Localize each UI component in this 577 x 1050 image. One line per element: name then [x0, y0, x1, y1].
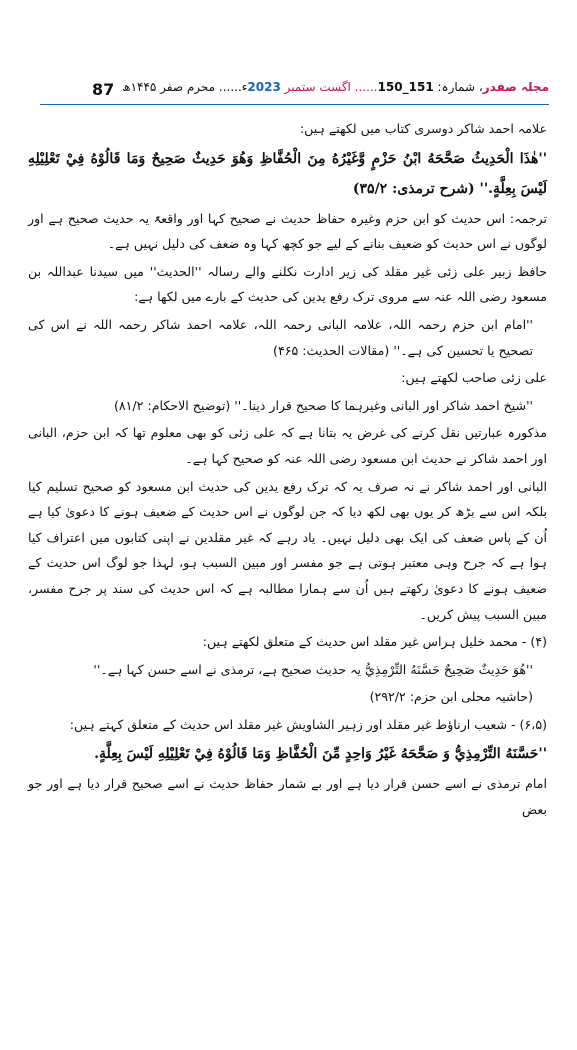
- paragraph: (۴) - محمد خلیل ہراس غیر مقلد اس حدیث کے متعلق لکھتے ہیں:: [202, 634, 547, 650]
- header-rule: [40, 104, 549, 105]
- citation: (حاشیہ محلی ابن حزم: ۲۹۲/۲): [369, 689, 533, 705]
- quote: ''شیخ احمد شاکر اور البانی وغیرہما کا صحیح قرار دینا۔'' (توضیح الاحکام: ۸۱/۲): [113, 397, 533, 413]
- paragraph: (۶،۵) - شعیب ارناؤط غیر مقلد اور زہیر الشاویش غیر مقلد اس حدیث کے متعلق کہتے ہیں:: [69, 716, 547, 732]
- hijri-date: ء...... محرم صفر ۱۴۴۵ھ: [122, 80, 248, 94]
- arabic-quote: ''هُوَ حَدِيثٌ صَحِيحٌ حَسَّنَهُ التِّرْمِذِيُّ یہ حدیث صحیح ہے، ترمذی نے اسے حسن کہا ہے۔'': [93, 661, 533, 677]
- paragraph: حافظ زبیر علی زئی غیر مقلد کی زیر ادارت نکلنے والے رسالہ ''الحدیث'' میں سیدنا عبداللہ بن مسعود رضی اللہ عنہ سے مروی ترک رفع یدین کی حدیث کے بارے میں لکھا ہے:: [28, 263, 547, 305]
- quote: ''امام ابن حزم رحمہ اللہ، علامہ البانی رحمہ اللہ، علامہ احمد شاکر رحمہ اللہ نے اس کی تصحیح یا تحسین کی ہے۔'' (مقالات الحدیث: ۴۶۵): [28, 316, 533, 358]
- issue-months: ...... اگست ستمبر: [284, 80, 378, 94]
- paragraph: امام ترمذی نے اسے حسن قرار دیا ہے اور بے شمار حفاظ حدیث نے اسے صحیح قرار دیا ہے اور جو بعض: [28, 776, 547, 818]
- arabic-quote: ''حَسَّنَهُ التِّرْمِذِيُّ وَ صَحَّحَهُ غَيْرُ وَاحِدٍ مِّنَ الْحُفَّاظِ وَمَا قَالُوْهُ فِيْ تَعْلِيْلِهِ لَيْسَ بِعِلَّةٍ.: [94, 746, 547, 763]
- running-header: [122, 80, 549, 94]
- paragraph: ترجمہ: اس حدیث کو ابن حزم وغیرہ حفاظ حدیث نے صحیح کہا اور واقعۃً یہ حدیث صحیح ہے اور لوگوں نے اس حدیث کو ضعیف بنانے کے لیے جو کچھ کہا وہ ضعف کی دلیل نہیں ہے۔: [28, 210, 547, 252]
- page-header: [40, 78, 549, 104]
- arabic-quote: ''هٰذَا الْحَدِيثُ صَحَّحَهُ ابْنُ حَزْمٍ وَّغَيْرُهُ مِنَ الْحُفَّاظِ وَهُوَ حَدِيثٌ صَحِيحٌ وَمَا قَالُوْهُ فِيْ تَعْلِيْلِهِ لَيْسَ بِعِلَّةٍ.'' (شرح ترمذی: ۳۵/۲): [28, 150, 547, 197]
- paragraph: علی زئی صاحب لکھتے ہیں:: [401, 370, 547, 386]
- issue-numbers: 151_150: [377, 80, 434, 94]
- page-body: [28, 116, 547, 825]
- page-number: 87: [92, 80, 115, 99]
- paragraph: مذکورہ عبارتیں نقل کرنے کی غرض یہ بتانا ہے کہ علی زئی کو بھی معلوم تھا کہ ابن حزم، البانی اور احمد شاکر نے حدیث ابن مسعود رضی اللہ عنہ کو صحیح کہا ہے۔: [28, 425, 547, 466]
- issue-year: 2023: [247, 80, 281, 94]
- paragraph: البانی اور احمد شاکر نے نہ صرف یہ کہ ترک رفع یدین کی حدیث ابن مسعود کو صحیح تسلیم کیا بلکہ اس سے بڑھ کر یوں بھی لکھ دیا کہ جن لوگوں نے اس حدیث کے ضعیف ہونے کا دعویٰ کیا ہے اُن کے پاس ضعف کی ایک بھی دلیل نہیں۔ یاد رہے کہ غیر مقلدین نے اپنی کتابوں میں اعتراف کیا ہوا ہے کہ جرح وہی معتبر ہوتی ہے جو مفسر اور مبین السبب ہو، لہذا جو لوگ اس حدیث کے ضعیف ہونے کا دعویٰ رکھتے ہیں اُن سے ہمارا مطالبہ ہے کہ اس حدیث کی سند پر جرح مفسر، مبین السبب پیش کریں۔: [28, 478, 547, 622]
- issue-label: ، شمارہ:: [437, 80, 483, 94]
- magazine-name: مجلہ صفدر: [482, 80, 549, 94]
- paragraph: علامہ احمد شاکر دوسری کتاب میں لکھتے ہیں:: [299, 121, 547, 136]
